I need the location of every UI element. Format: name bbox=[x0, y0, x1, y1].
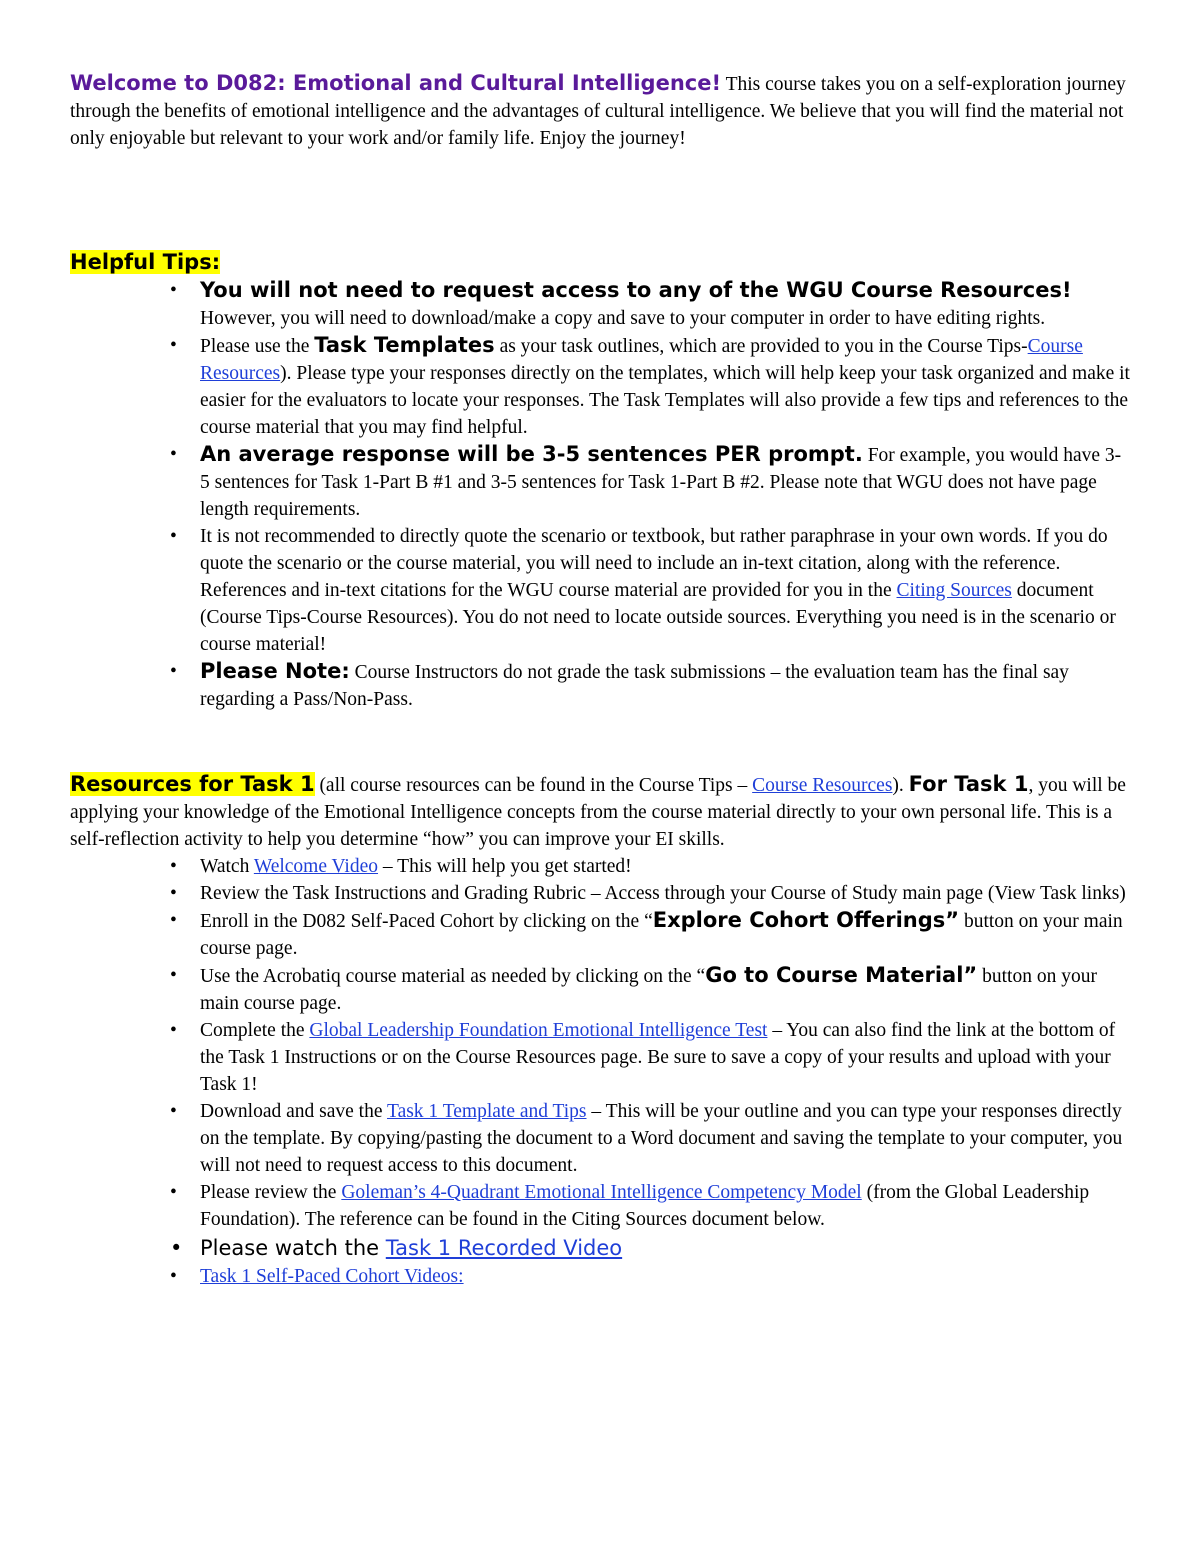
list-item bbox=[70, 1233, 1130, 1263]
item-text: Use the Acrobatiq course material as needed by clicking on the “ bbox=[200, 966, 706, 987]
intro-bold: For Task 1 bbox=[908, 772, 1029, 796]
item-text: Enroll in the D082 Self-Paced Cohort by clicking on the “ bbox=[200, 911, 653, 932]
item-text: – You can also find the link at the bottom of the Task 1 Instructions or on the Course Resources page. Be sure to save a copy of your results and upload with your Task 1! bbox=[200, 1020, 1116, 1095]
helpful-tips-heading: Helpful Tips: bbox=[70, 250, 221, 274]
resources-list bbox=[70, 853, 1130, 1290]
list-item bbox=[70, 962, 1130, 1017]
list-item bbox=[70, 1179, 1130, 1233]
welcome-title: Welcome to D082: Emotional and Cultural Intelligence! bbox=[70, 71, 722, 95]
item-text: button on your main course page. bbox=[200, 966, 1097, 1014]
bullet-icon: • bbox=[170, 526, 177, 547]
item-bold: Explore Cohort Offerings” bbox=[652, 908, 960, 932]
goleman-model-link[interactable]: Goleman’s 4-Quadrant Emotional Intelligence Competency Model bbox=[341, 1182, 862, 1203]
bullet-icon: • bbox=[170, 883, 177, 904]
list-item bbox=[70, 853, 1130, 880]
tip-text: It is not recommended to directly quote the scenario or textbook, but rather paraphrase in your own words. If you do quote the scenario or the course material, you will need to include an in-text citation, along with the reference. References and in-text citations for the WGU course material are provided for you in the bbox=[200, 526, 1108, 601]
item-bold: Go to Course Material” bbox=[705, 963, 978, 987]
item-text: Review the Task Instructions and Grading Rubric – Access through your Course of Study main page (View Task links) bbox=[200, 883, 1126, 904]
item-text: Complete the bbox=[200, 1020, 310, 1041]
bullet-icon: • bbox=[170, 856, 177, 877]
welcome-text: This course takes you on a self-exploration journey through the benefits of emotional intelligence and the advantages of cultural intelligence. We believe that you will find the material not only enjoyable but relevant to your work and/or family life. Enjoy the journey! bbox=[70, 74, 1126, 149]
item-text: Watch bbox=[200, 856, 254, 877]
tip-bold: Task Templates bbox=[314, 333, 495, 357]
bullet-icon: • bbox=[170, 1266, 177, 1287]
list-item bbox=[70, 1017, 1130, 1098]
item-text: Please review the bbox=[200, 1182, 342, 1203]
bullet-icon: • bbox=[170, 1020, 177, 1041]
list-item bbox=[70, 441, 1130, 523]
course-resources-link[interactable]: Course Resources bbox=[752, 775, 893, 796]
list-item bbox=[70, 1098, 1130, 1179]
tip-text: ). Please type your responses directly on the templates, which will help keep your task organized and make it easier for the evaluators to locate your responses. The Task Templates will also provide a few tips and references to the course material that you may find helpful. bbox=[200, 363, 1130, 438]
list-item bbox=[70, 907, 1130, 962]
tip-bold: An average response will be 3-5 sentences PER prompt. bbox=[200, 442, 863, 466]
item-text: button on your main course page. bbox=[200, 911, 1123, 959]
resources-section bbox=[70, 771, 1130, 1290]
bullet-icon: • bbox=[170, 335, 177, 356]
helpful-tips-list bbox=[70, 277, 1130, 713]
tip-text: Course Instructors do not grade the task submissions – the evaluation team has the final say regarding a Pass/Non-Pass. bbox=[200, 662, 1069, 710]
bullet-icon: • bbox=[170, 444, 177, 465]
citing-sources-link[interactable]: Citing Sources bbox=[896, 580, 1012, 601]
list-item bbox=[70, 523, 1130, 658]
intro-text: (all course resources can be found in the Course Tips – bbox=[314, 775, 753, 796]
resources-heading: Resources for Task 1 bbox=[70, 772, 315, 796]
tip-text: For example, you would have 3-5 sentences for Task 1-Part B #1 and 3-5 sentences for Task 1-Part B #2. Please note that WGU does not have page length requirements. bbox=[200, 445, 1122, 520]
tip-text: as your task outlines, which are provided to you in the Course Tips- bbox=[494, 336, 1028, 357]
ei-test-link[interactable]: Global Leadership Foundation Emotional Intelligence Test bbox=[309, 1020, 768, 1041]
bullet-icon: • bbox=[170, 965, 177, 986]
list-item bbox=[70, 277, 1130, 332]
tip-text: document (Course Tips-Course Resources). You do not need to locate outside sources. Everything you need is in the scenario or course material! bbox=[200, 580, 1116, 655]
bullet-icon: • bbox=[170, 1182, 177, 1203]
helpful-tips-section bbox=[70, 249, 1130, 713]
tip-text: Please use the bbox=[200, 336, 315, 357]
tip-bold: Please Note: bbox=[200, 659, 350, 683]
resources-intro bbox=[70, 771, 1130, 853]
self-paced-cohort-videos-link[interactable]: Task 1 Self-Paced Cohort Videos: bbox=[200, 1266, 464, 1287]
item-text: – This will be your outline and you can type your responses directly on the template. By copying/pasting the document to a Word document and saving the template to your computer, you will not need to request access to this document. bbox=[200, 1101, 1123, 1176]
welcome-video-link[interactable]: Welcome Video bbox=[253, 856, 379, 877]
welcome-paragraph bbox=[70, 70, 1130, 152]
document-page bbox=[70, 70, 1130, 1290]
tip-bold: You will not need to request access to any of the WGU Course Resources! bbox=[200, 278, 1072, 302]
bullet-icon: • bbox=[170, 1101, 177, 1122]
list-item bbox=[70, 1263, 1130, 1290]
bullet-icon: • bbox=[170, 661, 177, 682]
intro-text: , you will be applying your knowledge of the Emotional Intelligence concepts from the course material directly to your own personal life. This is a self-reflection activity to help you determine “how” you can improve your EI skills. bbox=[70, 775, 1126, 850]
bullet-icon: • bbox=[170, 1236, 183, 1260]
bullet-icon: • bbox=[170, 280, 177, 301]
item-text: Download and save the bbox=[200, 1101, 388, 1122]
course-resources-link[interactable]: Course Resources bbox=[200, 336, 1083, 384]
item-text: (from the Global Leadership Foundation). The reference can be found in the Citing Sources document below. bbox=[200, 1182, 1090, 1230]
tip-text: However, you will need to download/make a copy and save to your computer in order to have editing rights. bbox=[200, 308, 1046, 329]
item-text: – This will help you get started! bbox=[378, 856, 632, 877]
list-item bbox=[70, 658, 1130, 713]
list-item bbox=[70, 880, 1130, 907]
task1-recorded-video-link[interactable]: Task 1 Recorded Video bbox=[385, 1236, 623, 1260]
task1-template-link[interactable]: Task 1 Template and Tips bbox=[387, 1101, 587, 1122]
bullet-icon: • bbox=[170, 910, 177, 931]
intro-text: ). bbox=[892, 775, 909, 796]
item-text: Please watch the bbox=[200, 1236, 386, 1260]
list-item bbox=[70, 332, 1130, 441]
